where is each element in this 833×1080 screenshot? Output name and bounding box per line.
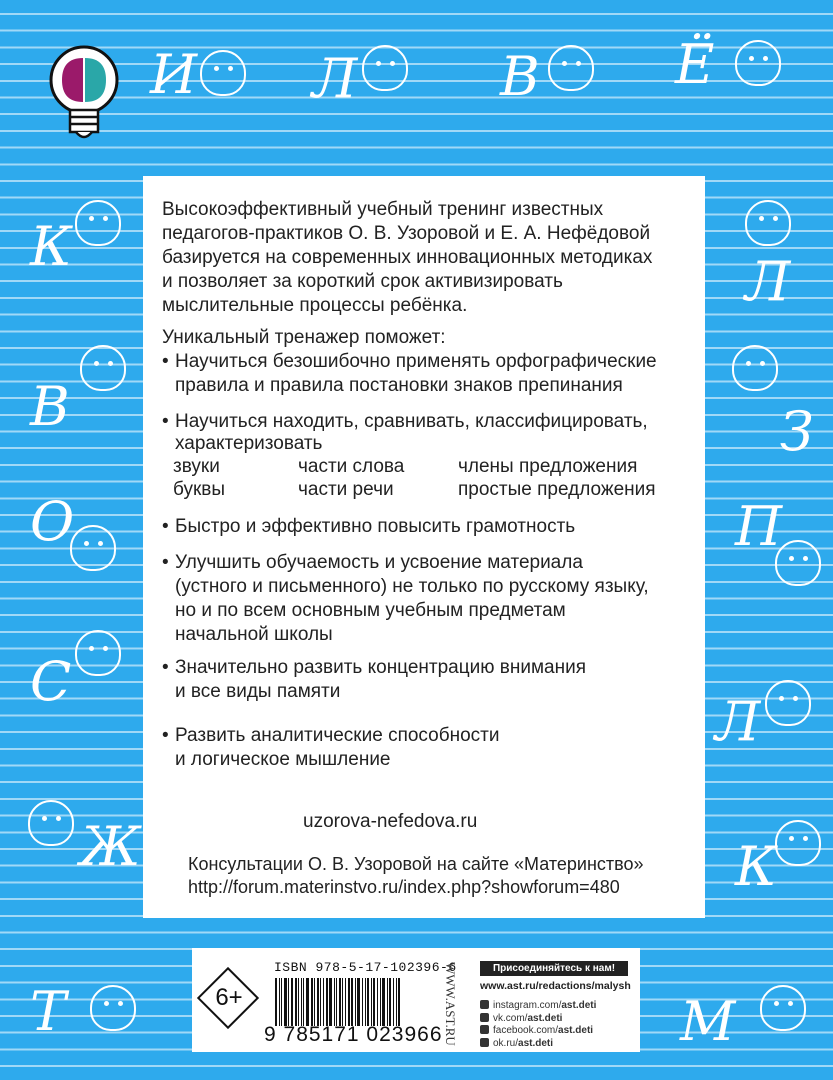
skills-grid	[173, 455, 678, 501]
barcode-box	[192, 948, 640, 1052]
ean-number: 9 785171 023966	[264, 1023, 443, 1046]
barcode-bar	[373, 978, 375, 1026]
grid-cell: звуки	[173, 456, 220, 477]
social-handle: ast.deti	[558, 1025, 594, 1036]
barcode-bar	[323, 978, 324, 1026]
cursive-letter: З	[780, 400, 814, 463]
bullet-mark: •	[162, 725, 169, 746]
grid-cell: части речи	[298, 479, 394, 500]
grid-cell: части слова	[298, 456, 405, 477]
cursive-letter: Л	[312, 47, 358, 110]
cursive-letter: П	[735, 495, 783, 558]
cursive-letter: Л	[745, 250, 791, 313]
ok-icon	[480, 1038, 489, 1047]
intro-line: педагогов-практиков О. В. Узоровой и Е. А. Нефёдовой	[162, 223, 651, 244]
social-link[interactable]	[480, 1038, 596, 1051]
bullet-line: Значительно развить концентрацию внимания	[175, 657, 586, 678]
bullet-line: Развить аналитические способности	[175, 725, 500, 746]
intro-line: Высокоэффективный учебный тренинг известных	[162, 199, 604, 220]
cursive-letter: К	[735, 835, 777, 898]
social-prefix: instagram.com/	[493, 1000, 562, 1011]
barcode-bar	[362, 978, 363, 1026]
bullet-line: Научиться безошибочно применять орфографические	[175, 351, 657, 372]
bullet-item	[162, 724, 499, 772]
hedgehog-drawing	[735, 40, 781, 86]
social-links	[480, 1000, 596, 1050]
barcode-bar	[317, 978, 319, 1026]
grid-cell: члены предложения	[458, 456, 638, 477]
giraffe-drawing	[28, 800, 74, 846]
bullet-item	[162, 515, 575, 539]
social-prefix: vk.com/	[493, 1012, 528, 1024]
bullet-item	[162, 656, 586, 704]
vk-icon	[480, 1013, 489, 1022]
barcode-bar	[291, 978, 293, 1026]
monkey-drawing	[70, 525, 116, 571]
bullet-line: начальной школы	[175, 624, 333, 645]
heron-drawing	[200, 50, 246, 96]
barcode-bar	[314, 978, 315, 1026]
bullet-line: (устного и письменного) не только по русскому языку,	[175, 576, 649, 597]
barcode-bar	[284, 978, 287, 1026]
barcode-bar	[326, 978, 328, 1026]
bullet-line: и логическое мышление	[175, 749, 391, 770]
frog-drawing	[745, 200, 791, 246]
grid-cell: буквы	[173, 479, 226, 500]
social-link[interactable]	[480, 1025, 596, 1038]
barcode-bar	[275, 978, 277, 1026]
website-link[interactable]: uzorova-nefedova.ru	[303, 811, 478, 832]
barcode-bar	[320, 978, 321, 1026]
list-heading: Уникальный тренажер поможет:	[162, 327, 446, 348]
barcode-bar	[377, 978, 378, 1026]
bullet-mark: •	[162, 411, 169, 432]
bullet-mark: •	[162, 657, 169, 678]
publisher-link[interactable]: www.ast.ru/redactions/malysh	[480, 980, 631, 992]
cursive-letter: В	[30, 375, 70, 438]
bear-drawing	[760, 985, 806, 1031]
brain-bulb-logo	[48, 44, 120, 144]
barcode-bar	[398, 978, 400, 1026]
bullet-line: Быстро и эффективно повысить грамотность	[175, 516, 576, 537]
barcode-bar	[306, 978, 309, 1026]
social-handle: ast.deti	[518, 1037, 554, 1049]
cursive-letter: К	[30, 215, 72, 278]
barcode-bar	[301, 978, 302, 1026]
bullet-line: но и по всем основным учебным предметам	[175, 600, 566, 621]
social-prefix: ok.ru/	[493, 1037, 519, 1049]
facebook-icon	[480, 1025, 489, 1034]
camel-drawing	[90, 985, 136, 1031]
cursive-letter: О	[30, 490, 75, 553]
social-handle: ast.deti	[561, 1000, 597, 1011]
bullet-line: Улучшить обучаемость и усвоение материала	[175, 552, 583, 573]
social-link[interactable]	[480, 1013, 596, 1026]
isbn: ISBN 978-5-17-102396-6	[274, 960, 457, 975]
bullet-item	[162, 551, 649, 647]
barcode-bar	[279, 978, 280, 1026]
cursive-letter: Ё	[675, 33, 715, 96]
cursive-letter: Т	[30, 980, 67, 1043]
age-rating: 6+	[215, 984, 243, 1011]
bullet-mark: •	[162, 516, 169, 537]
social-link[interactable]	[480, 1000, 596, 1013]
barcode-bar	[365, 978, 366, 1026]
description-panel	[143, 176, 705, 918]
intro-text	[162, 198, 652, 318]
rooster-drawing	[775, 540, 821, 586]
barcode-bar	[342, 978, 343, 1026]
cursive-letter: С	[30, 650, 72, 713]
intro-line: мыслительные процессы ребёнка.	[162, 295, 468, 316]
cursive-letter: М	[680, 990, 736, 1053]
barcode-bar	[303, 978, 304, 1026]
wolf-drawing	[548, 45, 594, 91]
instagram-icon	[480, 1000, 489, 1009]
barcode-bar	[393, 978, 394, 1026]
bullet-item	[162, 410, 648, 454]
barcode-bar	[336, 978, 337, 1026]
barcode-bar	[389, 978, 391, 1026]
dog-drawing	[75, 630, 121, 676]
barcode-bar	[334, 978, 335, 1026]
barcode-bar	[288, 978, 289, 1026]
consultation-line: Консультации О. В. Узоровой на сайте «Материнство»	[188, 854, 644, 874]
cat-drawing	[765, 680, 811, 726]
barcode-bar	[355, 978, 356, 1026]
social-prefix: facebook.com/	[493, 1025, 559, 1036]
barcode-bar	[345, 978, 346, 1026]
barcode-bar	[367, 978, 369, 1026]
forum-link[interactable]: http://forum.materinstvo.ru/index.php?showforum=480	[188, 877, 620, 897]
barcode-bar	[396, 978, 397, 1026]
barcode-bar	[298, 978, 299, 1026]
barcode-bar	[387, 978, 388, 1026]
barcode-bar	[380, 978, 381, 1026]
barcode-bar	[329, 978, 332, 1026]
barcode-bar	[281, 978, 282, 1026]
barcode-bar	[351, 978, 353, 1026]
cursive-letter: Ж	[80, 815, 141, 878]
barcode-bar	[371, 978, 372, 1026]
intro-line: базируется на современных инновационных методиках	[162, 247, 653, 268]
bullet-line: характеризовать	[175, 433, 323, 454]
rabbit-drawing	[732, 345, 778, 391]
frog-drawing	[362, 45, 408, 91]
bullet-item	[162, 350, 657, 398]
consultation-info	[188, 853, 644, 899]
bullet-mark: •	[162, 351, 169, 372]
bullet-line: Научиться находить, сравнивать, классифицировать,	[175, 411, 648, 432]
barcode-bar	[348, 978, 350, 1026]
join-us-banner: Присоединяйтесь к нам!	[480, 961, 628, 976]
barcode-bar	[339, 978, 341, 1026]
cow-drawing	[75, 200, 121, 246]
cow-drawing	[775, 820, 821, 866]
giraffe-drawing	[80, 345, 126, 391]
publisher-site: WWW.AST.RU	[443, 962, 458, 1046]
barcode-bar	[295, 978, 297, 1026]
bullet-mark: •	[162, 552, 169, 573]
bullet-line: правила и правила постановки знаков препинания	[175, 375, 623, 396]
barcode-bar	[357, 978, 360, 1026]
barcode-bar	[311, 978, 313, 1026]
social-handle: ast.deti	[527, 1012, 563, 1024]
barcode	[275, 978, 433, 1026]
grid-cell: простые предложения	[458, 479, 656, 500]
cursive-letter: В	[500, 45, 540, 108]
cursive-letter: И	[150, 43, 198, 106]
cursive-letter: Л	[715, 690, 761, 753]
intro-line: и позволяет за короткий срок активизировать	[162, 271, 563, 292]
bullet-line: и все виды памяти	[175, 681, 341, 702]
barcode-bar	[382, 978, 385, 1026]
